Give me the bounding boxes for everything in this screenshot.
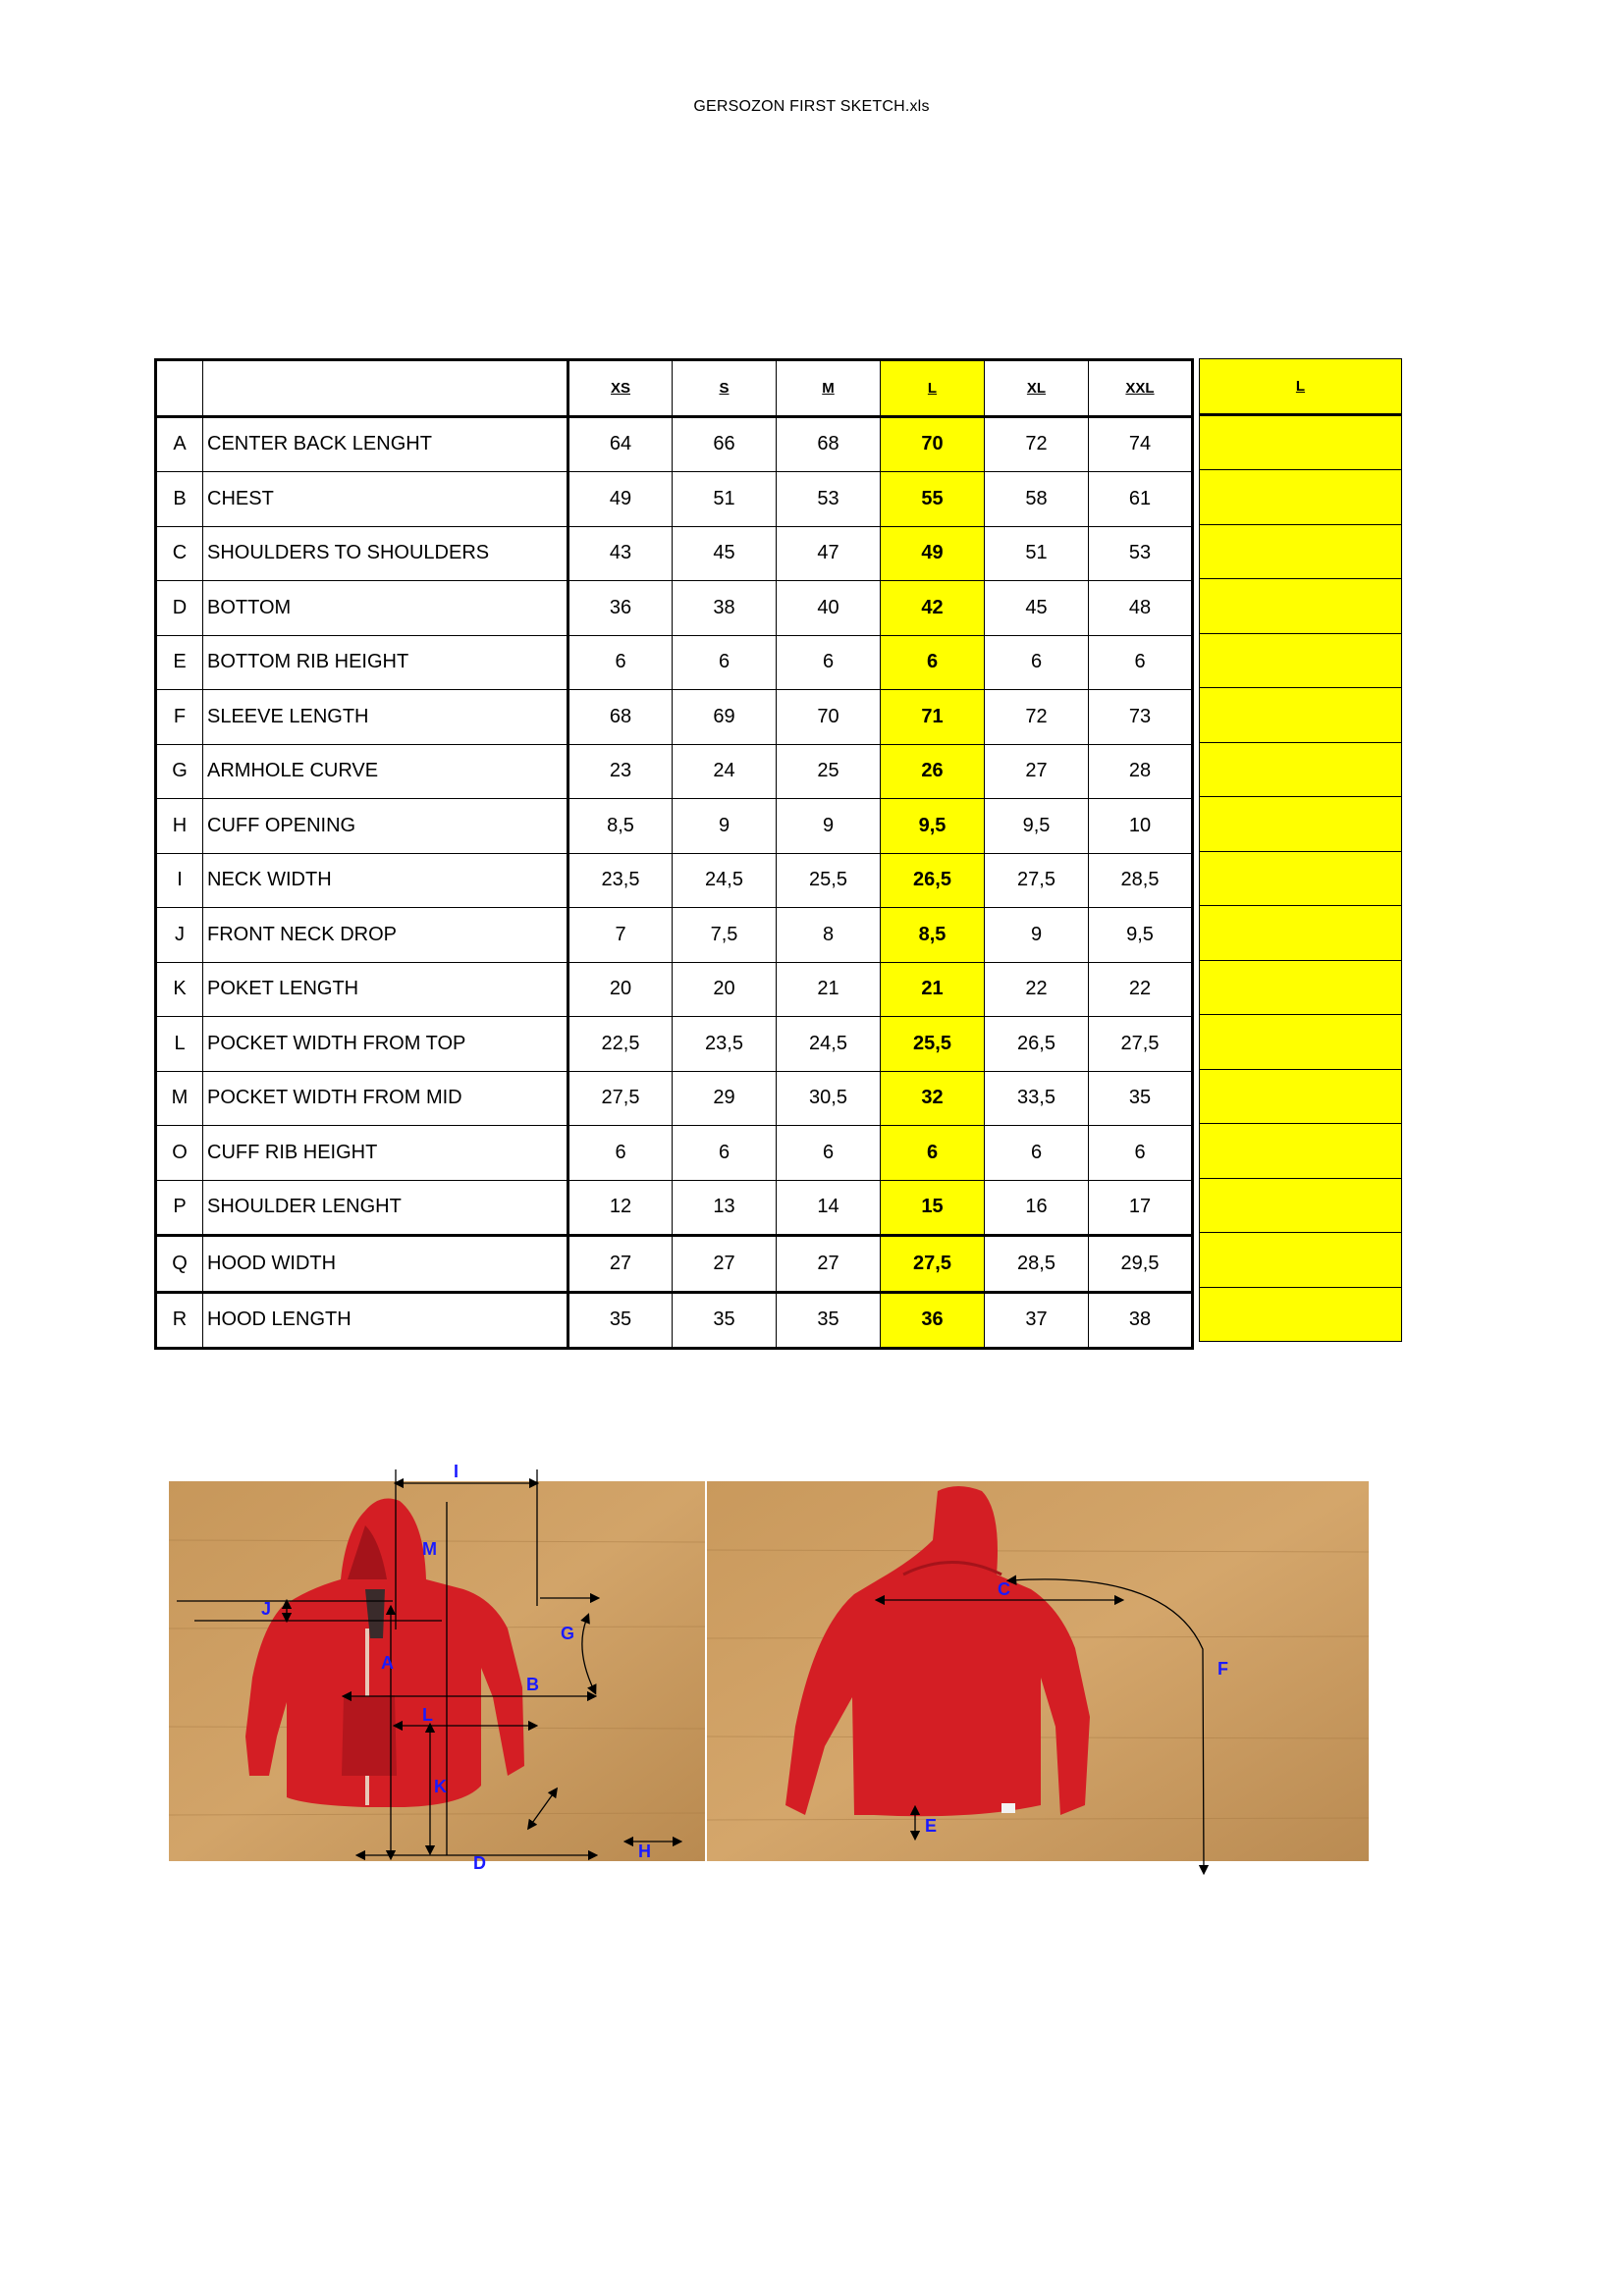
measurement-value: 21: [881, 962, 985, 1017]
size-header: XS: [568, 360, 673, 417]
measurement-value: 66: [673, 416, 777, 472]
measurement-value: 45: [673, 526, 777, 581]
measurement-label: BOTTOM RIB HEIGHT: [203, 635, 568, 690]
measurement-code: Q: [156, 1236, 203, 1293]
measurement-value: 29,5: [1089, 1236, 1193, 1293]
measurement-value: 21: [777, 962, 881, 1017]
measurement-value: 38: [1089, 1292, 1193, 1349]
selected-size-empty-cell[interactable]: [1200, 1178, 1402, 1233]
measurement-value: 25,5: [777, 853, 881, 908]
measurement-value: 8: [777, 908, 881, 963]
measurement-code: G: [156, 744, 203, 799]
selected-size-empty-cell[interactable]: [1200, 742, 1402, 797]
back-hoodie-image: [707, 1481, 1369, 1861]
measurement-code: F: [156, 690, 203, 745]
measurement-value: 8,5: [568, 799, 673, 854]
measurement-value: 26: [881, 744, 985, 799]
measurement-value: 26,5: [881, 853, 985, 908]
measurement-value: 27,5: [1089, 1017, 1193, 1072]
selected-size-empty-cell[interactable]: [1200, 633, 1402, 688]
label-f: F: [1217, 1659, 1228, 1679]
measurement-value: 28: [1089, 744, 1193, 799]
label-c: C: [998, 1579, 1010, 1599]
measurement-value: 27: [985, 744, 1089, 799]
measurement-value: 9: [985, 908, 1089, 963]
selected-size-empty-cell[interactable]: [1200, 470, 1402, 525]
measurement-code: M: [156, 1071, 203, 1126]
measurement-label: CUFF OPENING: [203, 799, 568, 854]
measurement-value: 55: [881, 472, 985, 527]
measurement-value: 23,5: [568, 853, 673, 908]
measurement-code: B: [156, 472, 203, 527]
measurement-code: J: [156, 908, 203, 963]
measurement-value: 45: [985, 581, 1089, 636]
measurement-value: 61: [1089, 472, 1193, 527]
measurement-row: [156, 1017, 1193, 1072]
measurement-code: E: [156, 635, 203, 690]
selected-size-empty-cell[interactable]: [1200, 1015, 1402, 1070]
measurement-label: POCKET WIDTH FROM MID: [203, 1071, 568, 1126]
selected-size-table: [1199, 358, 1402, 1342]
measurement-value: 14: [777, 1180, 881, 1236]
selected-size-empty-cell[interactable]: [1200, 906, 1402, 961]
measurement-value: 24,5: [777, 1017, 881, 1072]
measurement-value: 49: [568, 472, 673, 527]
measurement-code: L: [156, 1017, 203, 1072]
measurement-row: [156, 1180, 1193, 1236]
label-e: E: [925, 1816, 938, 1836]
measurement-label: FRONT NECK DROP: [203, 908, 568, 963]
measurement-label: BOTTOM: [203, 581, 568, 636]
selected-size-empty-cell[interactable]: [1200, 797, 1402, 852]
measurement-value: 9,5: [985, 799, 1089, 854]
measurement-row: [156, 853, 1193, 908]
measurement-value: 6: [1089, 1126, 1193, 1181]
selected-size-empty-cell[interactable]: [1200, 524, 1402, 579]
measurement-value: 10: [1089, 799, 1193, 854]
measurement-value: 22: [985, 962, 1089, 1017]
measurement-value: 6: [985, 1126, 1089, 1181]
measurement-code: I: [156, 853, 203, 908]
measurement-code: D: [156, 581, 203, 636]
size-header: L: [881, 360, 985, 417]
size-header: M: [777, 360, 881, 417]
measurement-row: [156, 1071, 1193, 1126]
selected-size-empty-cell[interactable]: [1200, 1069, 1402, 1124]
size-header: XL: [985, 360, 1089, 417]
selected-size-empty-cell[interactable]: [1200, 1124, 1402, 1179]
measurement-value: 7: [568, 908, 673, 963]
measurement-value: 23,5: [673, 1017, 777, 1072]
measurement-value: 64: [568, 416, 673, 472]
measurement-value: 36: [568, 581, 673, 636]
measurement-value: 47: [777, 526, 881, 581]
measurement-table: [154, 358, 1194, 1350]
size-header: XXL: [1089, 360, 1193, 417]
measurement-value: 38: [673, 581, 777, 636]
measurement-value: 35: [568, 1292, 673, 1349]
measurement-value: 28,5: [1089, 853, 1193, 908]
document-title: GERSOZON FIRST SKETCH.xls: [693, 98, 930, 115]
measurement-value: 29: [673, 1071, 777, 1126]
label-m: M: [422, 1539, 437, 1559]
label-h: H: [638, 1842, 651, 1861]
measurement-label: POCKET WIDTH FROM TOP: [203, 1017, 568, 1072]
measurement-value: 27,5: [881, 1236, 985, 1293]
measurement-value: 51: [673, 472, 777, 527]
measurement-label: CUFF RIB HEIGHT: [203, 1126, 568, 1181]
label-l: L: [422, 1705, 433, 1725]
measurement-value: 7,5: [673, 908, 777, 963]
measurement-value: 70: [881, 416, 985, 472]
measurement-value: 42: [881, 581, 985, 636]
measurement-row: [156, 472, 1193, 527]
selected-size-empty-cell[interactable]: [1200, 1233, 1402, 1288]
measurement-value: 40: [777, 581, 881, 636]
label-d: D: [473, 1853, 486, 1873]
measurement-label: SLEEVE LENGTH: [203, 690, 568, 745]
measurement-value: 49: [881, 526, 985, 581]
measurement-value: 69: [673, 690, 777, 745]
header-label-cell: [203, 360, 568, 417]
measurement-value: 35: [777, 1292, 881, 1349]
measurement-value: 33,5: [985, 1071, 1089, 1126]
measurement-row: [156, 962, 1193, 1017]
measurement-value: 6: [673, 635, 777, 690]
selected-size-empty-cell[interactable]: [1200, 579, 1402, 634]
label-g: G: [561, 1624, 575, 1643]
measurement-value: 16: [985, 1180, 1089, 1236]
measurement-label: ARMHOLE CURVE: [203, 744, 568, 799]
back-photo: [707, 1481, 1369, 1861]
measurement-row: [156, 416, 1193, 472]
measurement-value: 9,5: [1089, 908, 1193, 963]
measurement-row: [156, 690, 1193, 745]
measurement-label: HOOD WIDTH: [203, 1236, 568, 1293]
measurement-value: 27,5: [568, 1071, 673, 1126]
measurement-value: 22,5: [568, 1017, 673, 1072]
measurement-value: 68: [568, 690, 673, 745]
measurement-value: 26,5: [985, 1017, 1089, 1072]
measurement-value: 27: [673, 1236, 777, 1293]
measurement-value: 9: [777, 799, 881, 854]
measurement-value: 12: [568, 1180, 673, 1236]
measurement-label: HOOD LENGTH: [203, 1292, 568, 1349]
measurement-value: 35: [1089, 1071, 1193, 1126]
measurement-value: 8,5: [881, 908, 985, 963]
measurement-value: 9: [673, 799, 777, 854]
measurement-value: 27: [777, 1236, 881, 1293]
measurement-value: 35: [673, 1292, 777, 1349]
measurement-value: 72: [985, 690, 1089, 745]
measurement-value: 30,5: [777, 1071, 881, 1126]
measurement-value: 6: [881, 1126, 985, 1181]
measurement-value: 73: [1089, 690, 1193, 745]
measurement-row: [156, 799, 1193, 854]
measurement-value: 6: [568, 635, 673, 690]
measurement-row: [156, 908, 1193, 963]
measurement-code: K: [156, 962, 203, 1017]
selected-size-empty-cell[interactable]: [1200, 688, 1402, 743]
measurement-code: C: [156, 526, 203, 581]
measurement-value: 36: [881, 1292, 985, 1349]
measurement-row: [156, 635, 1193, 690]
measurement-code: P: [156, 1180, 203, 1236]
measurement-value: 51: [985, 526, 1089, 581]
front-photo: [169, 1481, 705, 1861]
measurement-value: 32: [881, 1071, 985, 1126]
size-header-row: [156, 360, 1193, 417]
measurement-value: 20: [673, 962, 777, 1017]
measurement-value: 25: [777, 744, 881, 799]
measurement-value: 25,5: [881, 1017, 985, 1072]
measurement-value: 6: [673, 1126, 777, 1181]
label-i: I: [454, 1462, 460, 1481]
measurement-label: SHOULDERS TO SHOULDERS: [203, 526, 568, 581]
measurement-value: 6: [881, 635, 985, 690]
measurement-value: 37: [985, 1292, 1089, 1349]
measurement-value: 6: [777, 1126, 881, 1181]
label-k: K: [434, 1777, 447, 1796]
measurement-value: 15: [881, 1180, 985, 1236]
measurement-label: CENTER BACK LENGHT: [203, 416, 568, 472]
measurement-label: NECK WIDTH: [203, 853, 568, 908]
measurement-value: 27,5: [985, 853, 1089, 908]
measurement-value: 28,5: [985, 1236, 1089, 1293]
measurement-value: 27: [568, 1236, 673, 1293]
measurement-row: [156, 744, 1193, 799]
measurement-value: 23: [568, 744, 673, 799]
selected-size-empty-cell[interactable]: [1200, 1287, 1402, 1342]
measurement-value: 24: [673, 744, 777, 799]
measurement-code: A: [156, 416, 203, 472]
selected-size-header: L: [1200, 359, 1402, 415]
measurement-label: POKET LENGTH: [203, 962, 568, 1017]
measurement-row: [156, 526, 1193, 581]
measurement-code: H: [156, 799, 203, 854]
measurement-code: R: [156, 1292, 203, 1349]
measurement-row: [156, 1126, 1193, 1181]
measurement-label: CHEST: [203, 472, 568, 527]
measurement-value: 24,5: [673, 853, 777, 908]
measurement-value: 68: [777, 416, 881, 472]
measurement-value: 74: [1089, 416, 1193, 472]
measurement-value: 17: [1089, 1180, 1193, 1236]
measurement-code: O: [156, 1126, 203, 1181]
measurement-value: 22: [1089, 962, 1193, 1017]
measurement-value: 48: [1089, 581, 1193, 636]
measurement-value: 6: [1089, 635, 1193, 690]
measurement-value: 13: [673, 1180, 777, 1236]
measurement-value: 58: [985, 472, 1089, 527]
measurement-value: 53: [1089, 526, 1193, 581]
measurement-value: 72: [985, 416, 1089, 472]
label-a: A: [381, 1653, 394, 1673]
measurement-value: 6: [985, 635, 1089, 690]
measurement-label: SHOULDER LENGHT: [203, 1180, 568, 1236]
selected-size-empty-cell[interactable]: [1200, 960, 1402, 1015]
size-header: S: [673, 360, 777, 417]
label-b: B: [526, 1675, 539, 1694]
measurement-value: 6: [568, 1126, 673, 1181]
measurement-value: 71: [881, 690, 985, 745]
measurement-value: 53: [777, 472, 881, 527]
measurement-value: 70: [777, 690, 881, 745]
label-j: J: [261, 1599, 272, 1619]
selected-size-empty-cell[interactable]: [1200, 414, 1402, 470]
front-hoodie-image: [169, 1481, 705, 1861]
measurement-value: 9,5: [881, 799, 985, 854]
measurement-value: 43: [568, 526, 673, 581]
measurement-row: [156, 581, 1193, 636]
measurement-value: 6: [777, 635, 881, 690]
measurement-row: [156, 1236, 1193, 1293]
header-code-cell: [156, 360, 203, 417]
selected-size-empty-cell[interactable]: [1200, 851, 1402, 906]
measurement-value: 20: [568, 962, 673, 1017]
measurement-row: [156, 1292, 1193, 1349]
